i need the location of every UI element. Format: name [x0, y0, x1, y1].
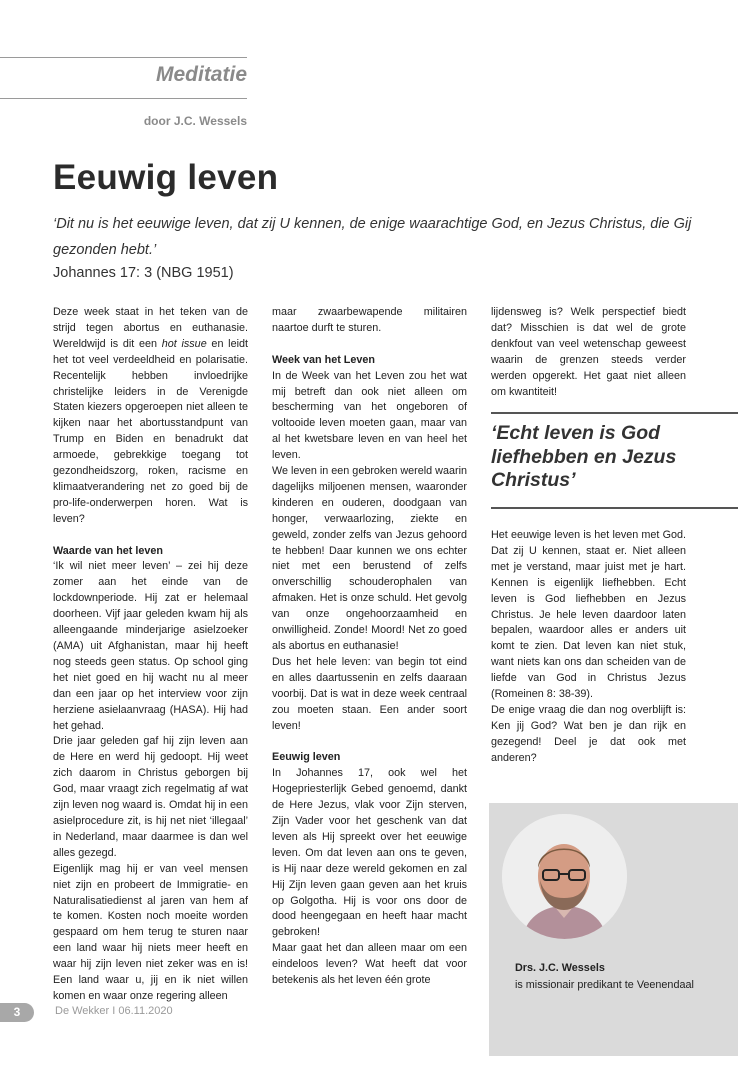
paragraph: De enige vraag die dan nog overblijft is: Ken jij God? Wat ben je dan rijk en gezegend! Deel je dat ook met anderen? — [491, 703, 686, 764]
emphasis: hot issue — [161, 337, 207, 350]
pullquote: ‘Echt leven is God liefhebben en Jezus Christus’ — [491, 422, 677, 491]
bible-quote: ‘Dit nu is het eeuwige leven, dat zij U kennen, de enige waarachtige God, en Jezus Christus, die Gij gezonden hebt.’ — [53, 216, 692, 258]
text-run: Deze week staat in het teken van de strijd tegen abortus en euthanasie. Wereldwijd is dit een — [53, 306, 248, 350]
paragraph: Het eeuwige leven is het leven met God. Dat zij U kennen, staat er. Niet alleen met je verstand, maar juist met je hart. Kennen is eigenlijk liefhebben. Echt leven is God liefhebben en Jezus Christus. Je hele leven daardoor laten bepalen, waardoor alles er anders uit komt te zien. Dat leven kan niet stuk, want niets kan ons dan scheiden van de liefde van God in Christus Jezus (Romeinen 8: 38-39). — [491, 529, 686, 701]
paragraph: Drie jaar geleden gaf hij zijn leven aan de Here en werd hij gedoopt. Hij weet zich daarom in Christus geborgen bij God, maar vraagt zich regelmatig af wat zijn leven nog waard is. Omdat hij in een asielprocedure zit, is hij net niet ‘illegaal’ in Nederland, maar daarmee is dan wel alles gezegd. — [53, 735, 248, 859]
author-name: Drs. J.C. Wessels — [515, 962, 605, 974]
paragraph: Eigenlijk mag hij er van veel mensen niet zijn en probeert de Immigratie- en Naturalisatiedienst al jaren van hem af te komen. Kosten noch moeite worden gespaard om hem terug te sturen naar een land waar hij niets meer heeft en waar hij zijn leven niet zeker was en is! Een land waar u, jij en ik niet willen komen en waar onze regering alleen — [53, 862, 248, 1002]
footer-publication: De Wekker I 06.11.2020 — [55, 1005, 173, 1017]
paragraph — [53, 305, 248, 528]
header-rule-top — [0, 57, 247, 58]
page-number: 3 — [0, 1003, 34, 1022]
author-role: is missionair predikant te Veenendaal — [515, 979, 694, 991]
paragraph: maar zwaarbewapende militairen naartoe durft te sturen. — [272, 306, 467, 334]
paragraph: ‘Ik wil niet meer leven’ – zei hij deze zomer aan het einde van de lockdownperiode. Hij zat er helemaal doorheen. Vijf jaar geleden kwam hij als alleengaande minderjarige asielzoeker (AMA) uit Afghanistan, maar hij heeft nog steeds geen status. Op school ging het niet goed en hij wacht nu al meer dan een jaar op het interview voor zijn herziene asielaanvraag (HASA). Hij had het gehad. — [53, 560, 248, 732]
paragraph: In de Week van het Leven zou het wat mij betreft dan ook niet alleen om bescherming van het ongeboren of voltooide leven moeten gaan, maar van al het kwetsbare leven en van heel het leven. — [272, 369, 467, 462]
paragraph: In Johannes 17, ook wel het Hogepriesterlijk Gebed genoemd, dankt de Here Jezus, vlak voor Zijn sterven, Zijn Vader voor het geschenk van dat leven als Hij spreekt over het eeuwige leven. Om dat leven aan ons te geven, is Hij naar deze wereld gekomen en zal Hij Zijn leven gaan geven aan het kruis op Golgotha. Hij is voor ons door de dood heengegaan en heeft haar macht gebroken! — [272, 767, 467, 939]
column-2 — [272, 305, 467, 989]
paragraph: Maar gaat het dan alleen maar om een eindeloos leven? Wat heeft dat voor betekenis als het leven één grote — [272, 942, 467, 987]
paragraph: Dus het hele leven: van begin tot eind en alles daartussenin en zelfs daaraan voorbij. Dat is wat in deze week centraal zou moeten staan. Een ander soort leven! — [272, 655, 467, 732]
subheading-waarde: Waarde van het leven — [53, 544, 164, 557]
subheading-week: Week van het Leven — [272, 353, 376, 366]
bible-reference: Johannes 17: 3 (NBG 1951) — [53, 265, 234, 281]
column-3-bottom — [491, 528, 686, 767]
header-rule-bottom — [0, 98, 247, 99]
paragraph: We leven in een gebroken wereld waarin dagelijks miljoenen mensen, waaronder kinderen en ouderen, doodgaan van honger, verwaarlozing, ziekte en geweld, zonder zelfs van Jezus gehoord te hebben! Daar kunnen we ons echter niet met een berustend of zelfs onverschillig schouderophalen van afmaken. Het is onze schuld. Het gevolg van onze ongehoorzaamheid en onwilligheid. Zonde! Moord! Net zo goed als abortus en euthanasie! — [272, 465, 467, 653]
column-3-top — [491, 305, 686, 400]
subheading-eeuwig: Eeuwig leven — [272, 751, 341, 764]
pullquote-rule-top — [491, 412, 738, 414]
article-title: Eeuwig leven — [53, 158, 279, 197]
author-photo — [502, 814, 627, 939]
portrait-image — [502, 814, 627, 939]
column-1 — [53, 305, 248, 1005]
pullquote-rule-bottom — [491, 507, 738, 509]
byline: door J.C. Wessels — [143, 114, 247, 128]
text-run: en leidt het tot veel verdeeldheid en polarisatie. Recentelijk hebben invloedrijke christelijke leiders in de Verenigde Staten kiezers opgeroepen niet alleen te kijken naar het abortusstandpunt van Trump en Biden en benadrukt dat armoede, gebrekkige toegang tot gezondheidszorg, roken, racisme en klimaatverandering net zo goed bij de pro-life-onderwerpen horen. Wat is leven? — [53, 337, 248, 525]
paragraph: lijdensweg is? Welk perspectief biedt dat? Misschien is dat wel de grote denkfout van veel wetenschap geweest waarin de grenzen steeds verder werden opgerekt. Het gaat niet alleen om kwantiteit! — [491, 306, 686, 398]
section-label: Meditatie — [155, 63, 247, 86]
